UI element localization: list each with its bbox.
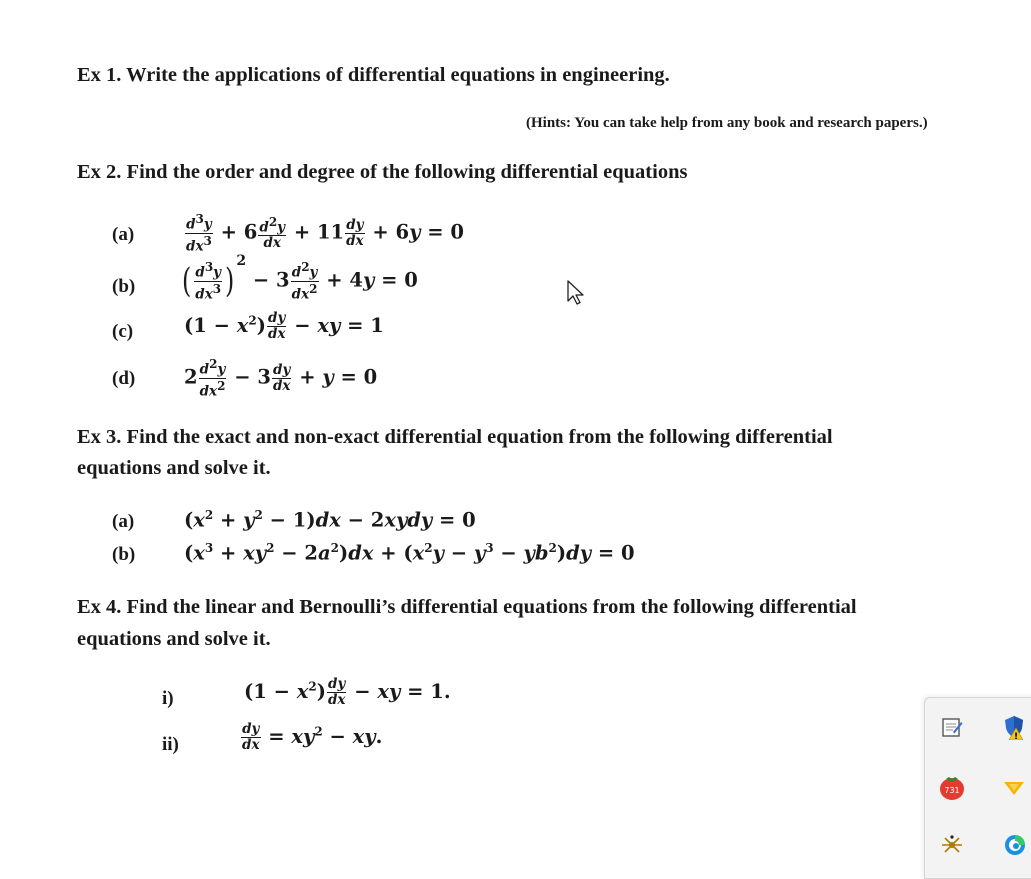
ex2-equation-c: $(1 - x^2)$ $\frac{dy}{dx}$ − xy = 1	[184, 310, 384, 342]
ex3-label-a: (a)	[112, 511, 135, 532]
ex2-equation-b: ( $\frac{d^3y}{dx^3}$ ) $^2$ − 3 $\frac{d^2y}{dx^2}$ + 4y = 0	[181, 253, 418, 302]
ex4-equation-i: $(1 - x^2)$ $\frac{dy}{dx}$ − xy = 1.	[244, 676, 451, 708]
ex2-label-b: (b)	[112, 276, 136, 297]
ex2-label-d: (d)	[112, 368, 136, 389]
ex3-equation-a: $(x^2 + y^2 - 1)dx$ − 2xydy = 0	[184, 508, 476, 532]
ex3-heading-line1: Ex 3. Find the exact and non-exact differential equation from the following differential	[77, 426, 833, 448]
ex1-heading: Ex 1. Write the applications of differential equations in engineering.	[77, 64, 670, 86]
network-icon[interactable]	[939, 834, 965, 856]
ex4-equation-ii: $\frac{dy}{dx}$ = $xy^2$ − xy.	[242, 721, 383, 753]
ex4-heading-line1: Ex 4. Find the linear and Bernoulli’s differential equations from the following differential	[77, 596, 857, 618]
security-shield-icon[interactable]	[1001, 714, 1027, 740]
ex4-heading-line2: equations and solve it.	[77, 628, 271, 650]
ex3-equation-b: $(x^3 + xy^2 - 2a^2)dx + (x^2y - y^3 - yb^2)dy = 0$	[184, 541, 635, 565]
ex3-label-b: (b)	[112, 544, 136, 565]
mouse-cursor-icon	[566, 280, 586, 306]
ex3-heading-line2: equations and solve it.	[77, 457, 271, 479]
wps-icon[interactable]	[1003, 780, 1025, 796]
ex4-label-ii: ii)	[162, 734, 179, 755]
ex2-label-a: (a)	[112, 224, 135, 245]
tray-badge-count: 731	[944, 786, 960, 795]
ex2-heading: Ex 2. Find the order and degree of the following differential equations	[77, 161, 688, 183]
svg-text:!: !	[1013, 732, 1019, 740]
ex4-label-i: i)	[162, 688, 174, 709]
ex2-equation-d: 2 $\frac{d^2y}{dx^2}$ − 3 $\frac{dy}{dx}$ + y = 0	[184, 357, 378, 399]
tomato-timer-icon[interactable]	[937, 773, 967, 801]
edge-icon[interactable]	[1003, 833, 1027, 857]
notepad-icon[interactable]	[941, 716, 963, 738]
system-tray-overflow	[924, 697, 1031, 879]
ex2-equation-a: $\frac{d^3y}{dx^3}$ + 6 $\frac{d^2y}{dx}$ + 11 $\frac{dy}{dx}$ + 6y = 0	[186, 212, 464, 254]
ex2-label-c: (c)	[112, 321, 134, 342]
ex1-hint: (Hints: You can take help from any book and research papers.)	[526, 115, 928, 131]
